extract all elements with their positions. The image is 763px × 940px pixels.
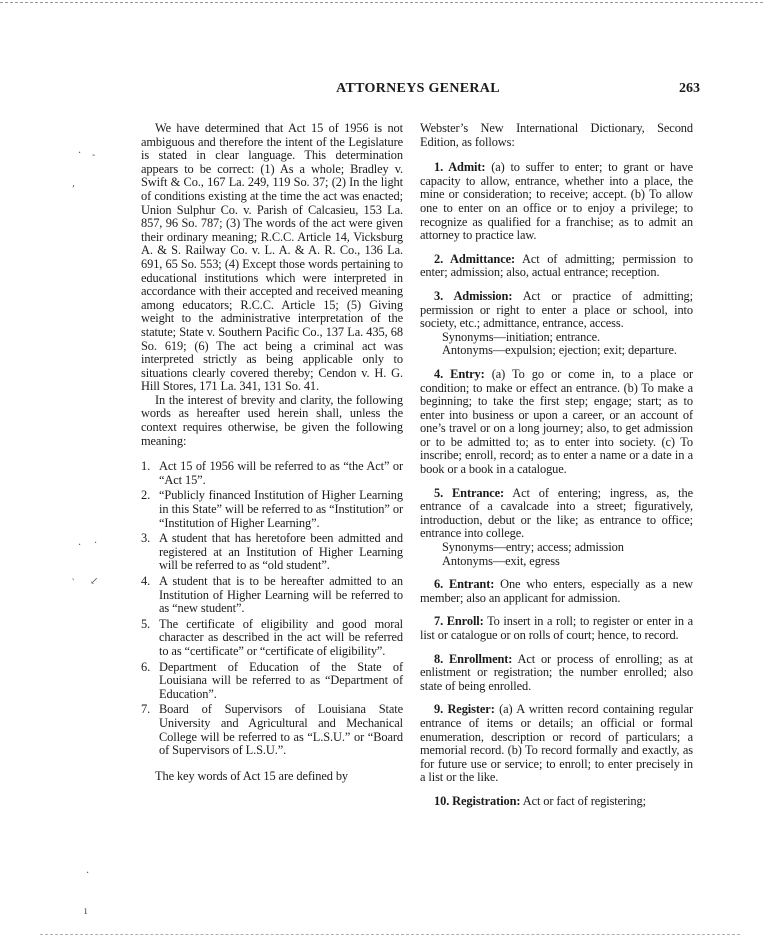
definition-registration: 10. Registration: Act or fact of registering; xyxy=(434,793,646,808)
list-item: 3. A student that has heretofore been admitted and registered at an Institution of Higher Learning will be referred to as “old student”. xyxy=(141,531,403,573)
list-item: 5. The certificate of eligibility and good moral character as described in the act will be referred to as “certificate” or “certificate of eligibility”. xyxy=(141,616,403,658)
definitions-list xyxy=(141,460,403,757)
antonyms-line: Antonyms—exit, egress xyxy=(442,553,560,568)
body-paragraph: In the interest of brevity and clarity, the following words as hereafter used herein shall, unless the context requires otherwise, be given the following meaning: xyxy=(141,392,403,448)
definition-admit: 1. Admit: (a) to suffer to enter; to grant or have capacity to allow, entrance, whether into a place, the mine or consideration; to receive; accept. (b) To allow one to enter on an office or to enjoy a privilege; to recognize as qualified for a franchise; as to admit an attorney to practice law. xyxy=(420,160,693,243)
definition-admission: 3. Admission: Act or practice of admitting; permission or right to enter a place or school, into society, etc.; admittance, entrance, access. xyxy=(420,288,693,331)
definition-enroll: 7. Enroll: To insert in a roll; to register or enter in a list or catalogue or on rolls of court; hence, to record. xyxy=(420,614,693,642)
definition-entry: 4. Entry: (a) To go or come in, to a place or condition; to make or effect an entrance. (b) To make a beginning; to take the first step; engage; start; as to enter into business or upon a career, or an account of one’s travel or on a long journey; also, to get admission or to be admitted to; as to enter into society. (c) To inscribe; enroll, record; as to enter a name or a date in a book or a book in a catalogue. xyxy=(420,366,694,477)
running-header-title: ATTORNEYS GENERAL xyxy=(336,81,500,96)
body-paragraph: The key words of Act 15 are defined by xyxy=(155,768,349,783)
scan-speck: · xyxy=(86,868,90,879)
page-number: 263 xyxy=(679,81,700,96)
list-item: 1. Act 15 of 1956 will be referred to as “the Act” or “Act 15”. xyxy=(141,459,403,487)
list-item: 6. Department of Education of the State of Louisiana will be referred to as “Department of Education”. xyxy=(141,659,403,701)
definition-entrant: 6. Entrant: One who enters, especially as a new member; also an applicant for admission. xyxy=(420,577,693,605)
scan-speck: · xyxy=(78,148,82,159)
list-item: 4. A student that is to be hereafter admitted to an Institution of Higher Learning will be referred to as “new student”. xyxy=(141,574,403,616)
scan-edge-top xyxy=(0,2,763,3)
definition-enrollment: 8. Enrollment: Act or process of enrolling; as at enlistment or registration; the number enrolled; also state of being enrolled. xyxy=(420,651,693,693)
scan-speck: - xyxy=(92,150,96,161)
body-paragraph: Webster’s New International Dictionary, Second Edition, as follows: xyxy=(420,121,693,149)
scan-speck: ↙ xyxy=(90,576,99,587)
definition-register: 9. Register: (a) A written record containing regular entrance of items or details; an official or formal enumeration, description or record of particulars; a memorial record. (b) To record formally and exactly, as for future use or service; to enroll; to enter precisely in a list or the like. xyxy=(420,702,694,785)
synonyms-line: Synonyms—entry; access; admission xyxy=(442,540,624,555)
definition-admittance: 2. Admittance: Act of admitting; permission to enter; admission; also, actual entrance; reception. xyxy=(420,251,693,280)
scan-speck: · xyxy=(78,540,82,551)
definition-entrance: 5. Entrance: Act of entering; ingress, as, the entrance of a cavalcade into a street; figuratively, introduction, debut or the like; as entrance to office; entrance into college. xyxy=(420,485,694,541)
list-item: 7. Board of Supervisors of Louisiana State University and Agricultural and Mechanical College will be referred to as “L.S.U.” or “Board of Supervisors of L.S.U.”. xyxy=(141,702,403,758)
body-paragraph: We have determined that Act 15 of 1956 is not ambiguous and therefore the intent of the Legislature is stated in clear language. This determination appears to be correct: (1) As a whole; Bradley v. Swift & Co., 167 La. 249, 119 So. 37; (2) In the light of conditions existing at the time the act was enacted; Union Sulphur Co. v. Parish of Calcasieu, 153 La. 857, 96 So. 787; (3) The words of the act were given their ordinary meaning; R.C.C. Article 14, Vicksburg A. & S. Railway Co. v. L. A. & A. R. Co., 136 La. 691, 65 So. 553; (4) Except those words pertaining to educational institutions which were interpreted in accordance with their accepted and received meaning among educators; R.C.C. Article 15; (5) Giving weight to the administrative interpretation of the statute; State v. Southern Pacific Co., 137 La. 435, 68 So. 619; (6) The act being a criminal act was interpreted strictly as being applicable only to situations clearly covered thereby; Cendon v. H. G. Hill Stores, 171 La. 341, 131 So. 41. xyxy=(141,121,403,394)
left-column xyxy=(141,122,403,783)
list-item: 2. “Publicly financed Institution of Higher Learning in this State” will be referred to as “Institution” or “Institution of Higher Learning”. xyxy=(141,488,403,530)
scan-speck: · xyxy=(94,538,98,549)
scan-edge-bottom xyxy=(40,934,740,935)
scan-speck: ı xyxy=(84,906,88,917)
scan-speck: ‵ xyxy=(72,578,75,589)
antonyms-line: Antonyms—expulsion; ejection; exit; departure. xyxy=(442,343,677,358)
right-column xyxy=(420,122,693,809)
synonyms-line: Synonyms—initiation; entrance. xyxy=(442,329,601,344)
scan-speck: , xyxy=(72,178,76,189)
